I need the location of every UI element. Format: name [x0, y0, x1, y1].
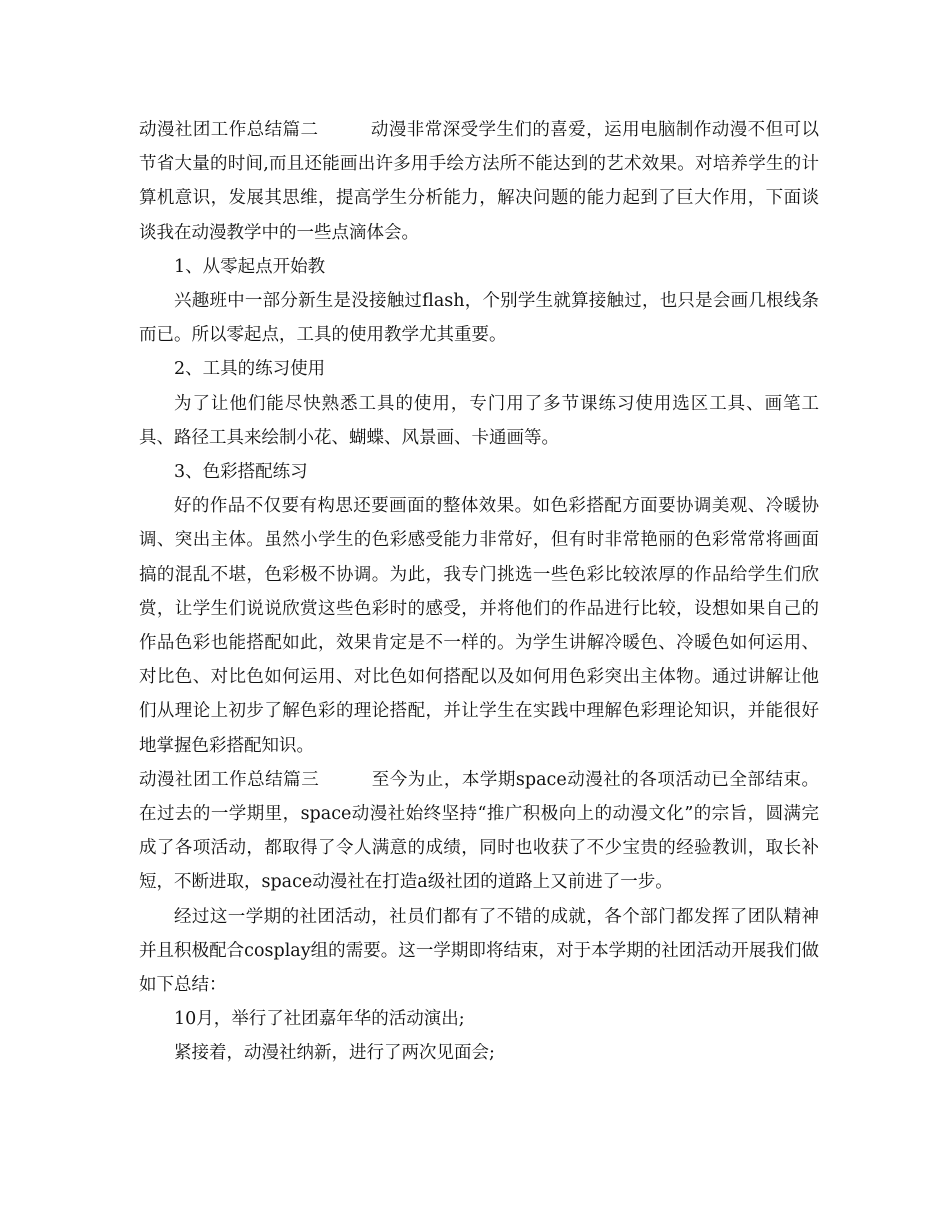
paragraph-text: 至今为止，本学期space动漫社的各项活动已全部结束。在过去的一学期里，space动漫社始终坚持“推广积极向上的动漫文化”的宗旨，圆满完成了各项活动，都取得了令人满意的成绩，同时也收获了不少宝贵的经验教训，取长补短，不断进取，space动漫社在打造a级社团的道路上又前进了一步。: [139, 769, 819, 893]
section-paragraph: [139, 113, 819, 250]
paragraph: 好的作品不仅要有构思还要画面的整体效果。如色彩搭配方面要协调美观、冷暖协调、突出主体。虽然小学生的色彩感受能力非常好，但有时非常艳丽的色彩常常将画面搞的混乱不堪，色彩极不协调。为此，我专门挑选一些色彩比较浓厚的作品给学生们欣赏，让学生们说说欣赏这些色彩时的感受，并将他们的作品进行比较，设想如果自己的作品色彩也能搭配如此，效果肯定是不一样的。为学生讲解冷暖色、冷暖色如何运用、对比色、对比色如何运用、对比色如何搭配以及如何用色彩突出主体物。通过讲解让他们从理论上初步了解色彩的理论搭配，并让学生在实践中理解色彩理论知识，并能很好地掌握色彩搭配知识。: [139, 496, 819, 756]
paragraph: 紧接着，动漫社纳新，进行了两次见面会;: [174, 1043, 495, 1064]
document-body: [139, 113, 819, 1071]
numbered-heading: 1、从零起点开始教: [174, 256, 326, 277]
numbered-heading: 3、色彩搭配练习: [174, 462, 308, 483]
paragraph: 为了让他们能尽快熟悉工具的使用，专门用了多节课练习使用选区工具、画笔工具、路径工具来绘制小花、蝴蝶、风景画、卡通画等。: [139, 393, 819, 448]
section-heading: 动漫社团工作总结篇二: [139, 120, 319, 140]
paragraph: 经过这一学期的社团活动，社员们都有了不错的成就，各个部门都发挥了团队精神并且积极配合cosplay组的需要。这一学期即将结束，对于本学期的社团活动开展我们做如下总结：: [139, 906, 819, 996]
paragraph-text: 动漫非常深受学生们的喜爱，运用电脑制作动漫不但可以节省大量的时间,而且还能画出许多用手绘方法所不能达到的艺术效果。对培养学生的计算机意识，发展其思维，提高学生分析能力，解决问题的能力起到了巨大作用，下面谈谈我在动漫教学中的一些点滴体会。: [139, 120, 820, 243]
section-paragraph: [139, 763, 819, 900]
numbered-heading: 2、工具的练习使用: [174, 359, 326, 380]
paragraph: 10月，举行了社团嘉年华的活动演出;: [174, 1009, 465, 1030]
paragraph: 兴趣班中一部分新生是没接触过flash，个别学生就算接触过，也只是会画几根线条而已。所以零起点，工具的使用教学尤其重要。: [139, 291, 819, 346]
section-heading: 动漫社团工作总结篇三: [139, 769, 320, 790]
